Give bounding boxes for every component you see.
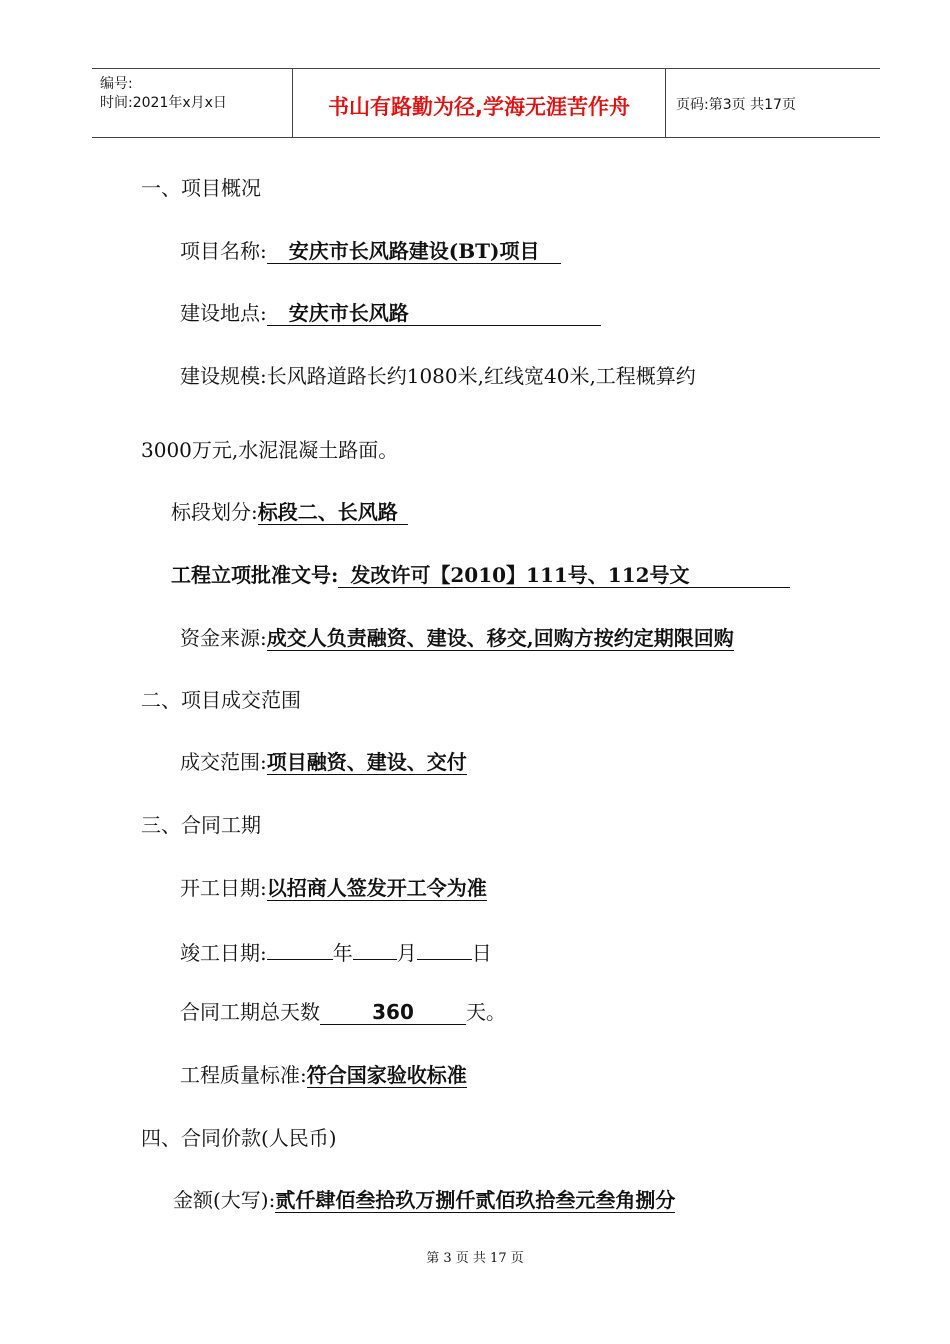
lot-row <box>171 499 408 525</box>
duration-unit: 天。 <box>466 1000 506 1024</box>
section-4-title: 四、合同价款(人民币) <box>141 1126 337 1150</box>
finish-month-blank <box>353 937 397 960</box>
scope-value: 项目融资、建设、交付 <box>266 750 467 774</box>
start-row <box>180 875 487 901</box>
project-name-label: 项目名称: <box>180 239 267 263</box>
quality-value: 符合国家验收标准 <box>306 1063 467 1087</box>
finish-month: 月 <box>396 941 417 965</box>
project-name-row <box>180 238 561 264</box>
header-motto: 书山有路勤为径,学海无涯苦作舟 <box>328 95 630 119</box>
location-row <box>180 300 601 326</box>
funding-label: 资金来源: <box>180 626 267 650</box>
scale-line-2: 3000万元,水泥混凝土路面。 <box>141 438 399 462</box>
amount-value: 贰仟肆佰叁拾玖万捌仟贰佰玖拾叁元叁角捌分 <box>275 1188 676 1212</box>
approval-label: 工程立项批准文号: <box>171 563 339 587</box>
scale-line-1: 建设规模:长风路道路长约1080米,红线宽40米,工程概算约 <box>180 364 696 388</box>
location-value: 安庆市长风路 <box>267 301 601 326</box>
header-meta <box>92 69 293 137</box>
start-label: 开工日期: <box>180 876 267 900</box>
amount-row <box>173 1187 675 1213</box>
finish-day: 日 <box>471 941 492 965</box>
page-footer: 第 3 页 共 17 页 <box>426 1251 524 1266</box>
finish-day-blank <box>417 937 472 960</box>
finish-year: 年 <box>332 941 353 965</box>
duration-value: 360 <box>320 1000 466 1025</box>
funding-row <box>180 625 734 651</box>
scope-label: 成交范围: <box>180 750 267 774</box>
approval-value: 发改许可【2010】111号、112号文 <box>338 563 790 588</box>
lot-value: 标段二、长风路 <box>258 500 408 525</box>
lot-label: 标段划分: <box>171 500 258 524</box>
project-name-value: 安庆市长风路建设(BT)项目 <box>267 239 562 264</box>
duration-label: 合同工期总天数 <box>180 1000 320 1024</box>
scope-row <box>180 749 467 775</box>
section-3-title: 三、合同工期 <box>141 813 261 837</box>
approval-row <box>171 562 790 588</box>
section-1-title: 一、项目概况 <box>141 176 261 200</box>
funding-value: 成交人负责融资、建设、移交,回购方按约定期限回购 <box>266 626 734 650</box>
quality-label: 工程质量标准: <box>180 1063 307 1087</box>
section-2-title: 二、项目成交范围 <box>141 688 301 712</box>
header-page-info: 页码:第3页 共17页 <box>676 97 796 113</box>
number-label: 编号: <box>100 76 133 92</box>
amount-label: 金额(大写): <box>173 1188 276 1212</box>
finish-label: 竣工日期: <box>180 941 267 965</box>
page-header <box>92 68 880 138</box>
start-value: 以招商人签发开工令为准 <box>266 876 487 900</box>
quality-row <box>180 1062 467 1088</box>
time-label: 时间:2021年x月x日 <box>100 95 227 111</box>
finish-row <box>180 937 492 966</box>
header-page-cell <box>666 69 880 137</box>
location-label: 建设地点: <box>180 301 267 325</box>
finish-year-blank <box>267 937 333 960</box>
header-motto-cell <box>293 69 666 137</box>
duration-row <box>180 999 506 1025</box>
